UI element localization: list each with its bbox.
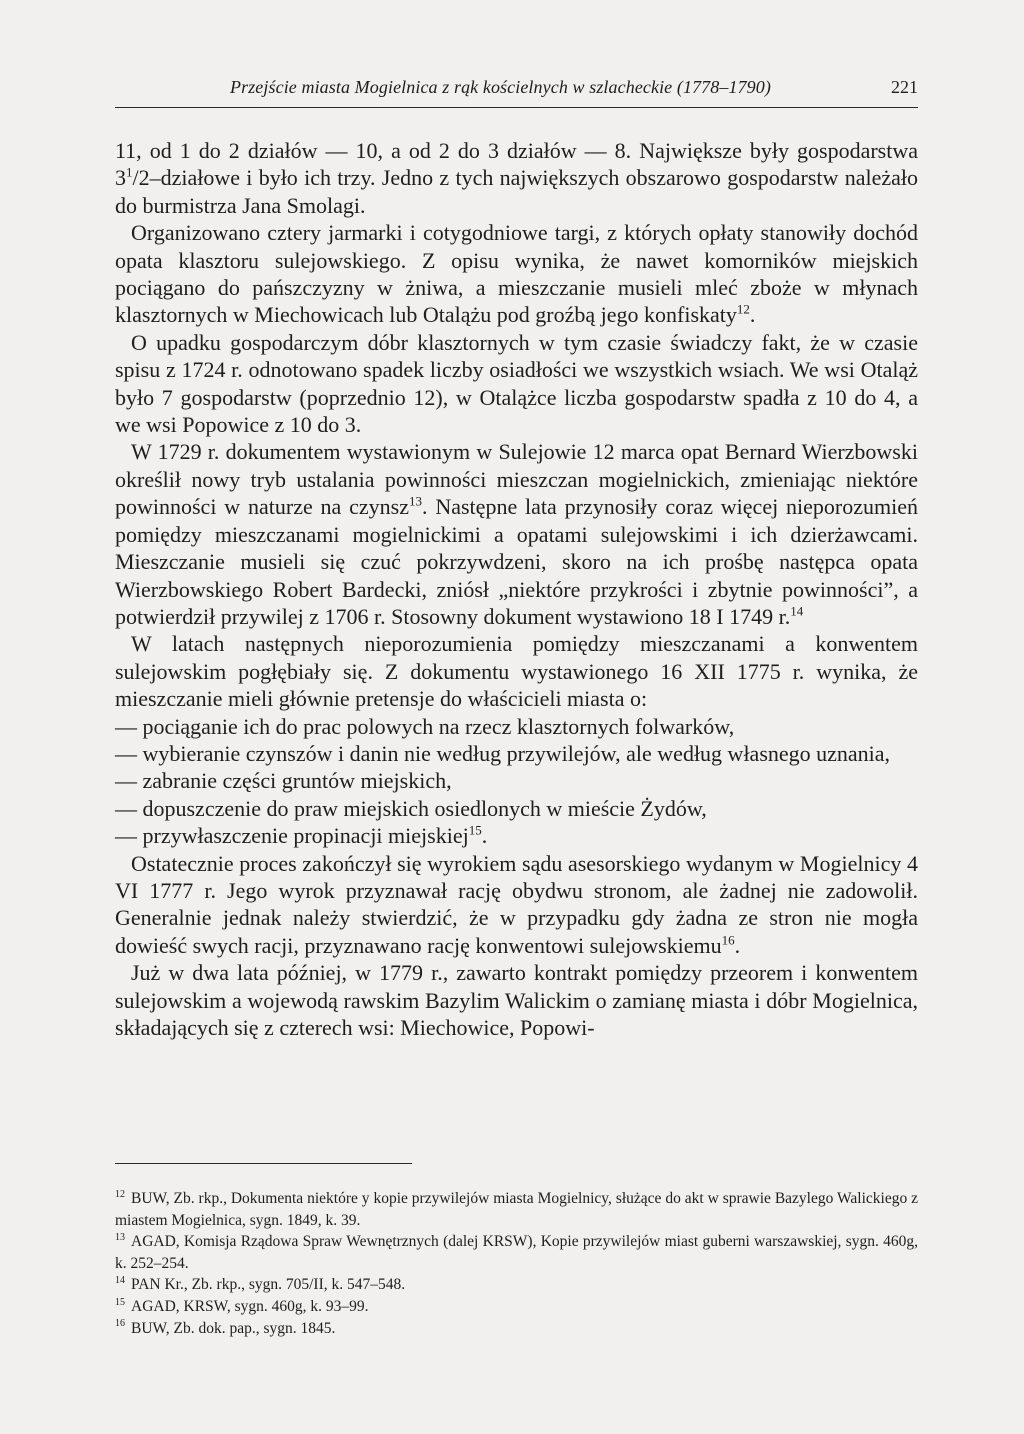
footnote-text: AGAD, Komisja Rządowa Spraw Wewnętrznych (dalej KRSW), Kopie przywilejów miast guberni warszawskiej, sygn. 460g, k. 252–254. — [115, 1233, 918, 1272]
dash-item-5 — [115, 822, 918, 849]
footnote-12 — [115, 1188, 918, 1231]
footnote-ref: 12 — [736, 302, 750, 318]
dash-item-4 — [115, 795, 918, 822]
text-run: — wybieranie czynszów i danin nie według przywilejów, ale według własnego uznania, — [115, 740, 891, 766]
footnote-ref: 14 — [790, 603, 804, 619]
text-run: . Następne lata przynosiły coraz więcej nieporozumień pomiędzy mieszczanami mogielnickimi a opatami sulejowskimi i ich dzierżawcami. Mieszczanie musieli się czuć pokrzywdzeni, skoro na ich prośbę następca opata Wierzbowskiego Robert Bardecki, zniósł „niektóre przykrości i zbytnie powinności”, a potwierdził przywilej z 1706 r. Stosowny dokument wystawiono 18 I 1749 r. — [115, 494, 918, 629]
footnote-13 — [115, 1231, 918, 1274]
paragraph-4 — [115, 438, 918, 630]
text-run: — zabranie części gruntów miejskich, — [115, 768, 452, 794]
dash-item-3 — [115, 767, 918, 794]
text-run: . — [749, 302, 756, 328]
paragraph-6 — [115, 850, 918, 960]
dash-item-1 — [115, 713, 918, 740]
paragraph-3 — [115, 329, 918, 439]
text-run: Już w dwa lata później, w 1779 r., zawarto kontrakt pomiędzy przeorem i konwentem sulejowskim a wojewodą rawskim Bazylim Walickim o zamianę miasta i dóbr Mogielnica, składających się z czterech wsi: Miechowice, Popowi- — [115, 960, 918, 1040]
footnote-divider — [115, 1163, 412, 1164]
footnote-number: 13 — [115, 1232, 125, 1244]
text-run: /2–działowe i było ich trzy. Jedno z tych największych obszarowo gospodarstw należało do burmistrza Jana Smolagi. — [115, 165, 918, 218]
footnote-15 — [115, 1296, 918, 1318]
footnote-number: 16 — [115, 1318, 125, 1330]
running-header — [115, 73, 918, 108]
footnote-text: AGAD, KRSW, sygn. 460g, k. 93–99. — [131, 1297, 369, 1315]
footnote-number: 12 — [115, 1188, 125, 1200]
dash-item-2 — [115, 740, 918, 767]
footnote-text: BUW, Zb. rkp., Dokumenta niektóre y kopie przywilejów miasta Mogielnicy, służące do akt w sprawie Bazylego Walickiego z miastem Mogielnica, sygn. 1849, k. 39. — [115, 1190, 918, 1229]
text-run: W latach następnych nieporozumienia pomiędzy mieszczanami a konwentem sulejowskim pogłębiały się. Z dokumentu wystawionego 16 XII 1775 r. wynika, że mieszczanie mieli głównie pretensje do właścicieli miasta o: — [115, 631, 918, 712]
text-run: — dopuszczenie do praw miejskich osiedlonych w mieście Żydów, — [115, 795, 707, 821]
text-run: Organizowano cztery jarmarki i cotygodniowe targi, z których opłaty stanowiły dochód opata klasztoru sulejowskiego. Z opisu wynika, że nawet komorników miejskich pociągano do pańszczyzny w żniwa, a mieszczanie musieli mleć zboże w młynach klasztornych w Miechowicach lub Otalążu pod groźbą jego konfiskaty — [115, 220, 918, 328]
footnote-number: 15 — [115, 1296, 125, 1308]
footnote-ref: 16 — [721, 932, 735, 948]
text-run: Ostatecznie proces zakończył się wyrokiem sądu asesorskiego wydanym w Mogielnicy 4 VI 1777 r. Jego wyrok przyznawał rację obydwu stronom, ale żadnej nie zadowolił. Generalnie jednak należy stwierdzić, że w przypadku gdy żadna ze stron nie mogła dowieść swych racji, przyznawano rację konwentowi sulejowskiemu — [115, 850, 918, 958]
footnote-16 — [115, 1318, 918, 1340]
footnotes — [115, 1188, 918, 1339]
footnote-number: 14 — [115, 1275, 125, 1287]
text-run: O upadku gospodarczym dóbr klasztornych w tym czasie świadczy fakt, że w czasie spisu z 1724 r. odnotowano spadek liczby osiadłości we wszystkich wsiach. We wsi Otaląż było 7 gospodarstw (poprzednio 12), w Otalążce liczba gospodarstw spadła z 10 do 4, a we wsi Popowice z 10 do 3. — [115, 329, 918, 438]
page-number: 221 — [891, 77, 918, 97]
footnote-14 — [115, 1274, 918, 1296]
text-run: . — [734, 932, 741, 958]
fraction-numerator: 1 — [126, 165, 133, 181]
footnote-text: PAN Kr., Zb. rkp., sygn. 705/II, k. 547–548. — [131, 1276, 406, 1294]
footnote-text: BUW, Zb. dok. pap., sygn. 1845. — [131, 1319, 336, 1337]
text-run: — przywłaszczenie propinacji miejskiej — [115, 823, 469, 849]
footnote-ref: 15 — [468, 822, 482, 838]
text-run: W 1729 r. dokumentem wystawionym w Sulejowie 12 marca opat Bernard Wierzbowski określił nowy tryb ustalania powinności mieszczan mogielnickich, zmieniając niektóre powinności w naturze na czynsz — [115, 439, 918, 520]
main-text — [115, 137, 918, 1041]
text-run: . — [481, 823, 488, 849]
paragraph-2 — [115, 219, 918, 329]
text-run: — pociąganie ich do prac polowych na rzecz klasztornych folwarków, — [115, 713, 735, 739]
footnote-ref: 13 — [409, 493, 423, 509]
text-run: 11, od 1 do 2 działów — 10, a od 2 do 3 działów — 8. Największe były gospodarstwa 3 — [115, 138, 918, 191]
paragraph-5 — [115, 630, 918, 712]
paragraph-1 — [115, 137, 918, 219]
running-title: Przejście miasta Mogielnica z rąk kościelnych w szlacheckie (1778–1790) — [230, 77, 771, 97]
paragraph-7 — [115, 959, 918, 1041]
